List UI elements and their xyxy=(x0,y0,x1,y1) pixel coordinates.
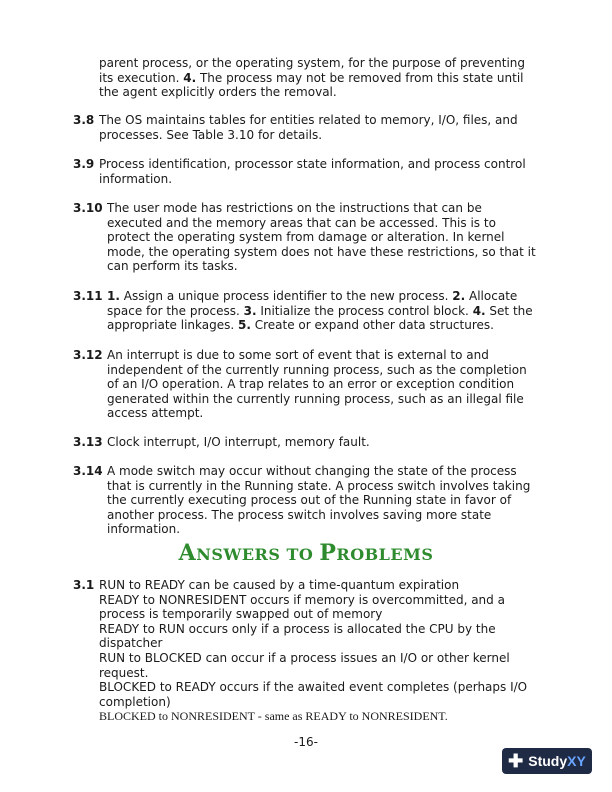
text-line: generated within the currently running process, such as an illegal file xyxy=(107,391,524,406)
text-line: parent process, or the operating system, for the purpose of preventing xyxy=(99,56,525,70)
text-line: The user mode has restrictions on the instructions that can be xyxy=(107,201,482,215)
bold-run: 3. xyxy=(243,303,257,318)
answer-3-10 xyxy=(107,201,552,274)
badge-text-accent: XY xyxy=(567,753,586,769)
text-run: Create or expand other data structures. xyxy=(250,318,494,333)
answer-number: 3.11 xyxy=(73,289,103,303)
text-run: Set the xyxy=(485,303,533,318)
text-run: Initialize the process control block. xyxy=(256,303,473,318)
text-run: Assign a unique process identifier to the new process. xyxy=(119,289,453,303)
bold-run: 4. xyxy=(472,303,486,318)
answer-number: 3.12 xyxy=(73,348,103,362)
text-run: Allocate xyxy=(465,289,518,303)
text-line: the agent explicitly orders the removal. xyxy=(99,85,337,100)
heading-smallcaps: ROBLEMS xyxy=(336,545,434,564)
text-line: executed and the memory areas that can be accessed. This is to xyxy=(107,215,496,230)
text-line: READY to NONRESIDENT occurs if memory is overcommitted, and a xyxy=(99,592,505,607)
text-line: mode, the operating system does not have these restrictions, so that it xyxy=(107,244,536,259)
text-line xyxy=(107,289,552,304)
intro-paragraph xyxy=(99,56,544,100)
section-heading xyxy=(0,540,612,566)
text-run: The process may not be removed from this state until xyxy=(196,70,524,85)
text-run: space for the process. xyxy=(107,303,244,318)
answer-number: 3.8 xyxy=(73,113,95,127)
answer-number: 3.13 xyxy=(73,435,103,449)
heading-cap: A xyxy=(178,540,197,566)
text-line: READY to RUN occurs only if a process is allocated the CPU by the xyxy=(99,621,496,636)
answer-number: 3.9 xyxy=(73,157,95,171)
text-line: request. xyxy=(99,665,149,680)
text-line: Clock interrupt, I/O interrupt, memory fault. xyxy=(107,435,370,449)
heading-cap: P xyxy=(319,540,337,566)
text-line: processes. See Table 3.10 for details. xyxy=(99,127,323,142)
text-run: its execution. xyxy=(99,70,184,85)
text-line xyxy=(107,304,552,319)
text-line: RUN to READY can be caused by a time-quantum expiration xyxy=(99,578,460,592)
text-line: completion) xyxy=(99,694,171,709)
text-line: BLOCKED to READY occurs if the awaited event completes (perhaps I/O xyxy=(99,680,528,695)
text-line: another process. The process switch involves saving more state xyxy=(107,507,492,522)
text-line: Process identification, processor state information, and process control xyxy=(99,157,526,171)
text-line: independent of the currently running process, such as the completion xyxy=(107,362,527,377)
answer-3-13 xyxy=(107,435,552,450)
answer-3-8 xyxy=(99,113,544,142)
plus-icon: ✚ xyxy=(508,751,524,771)
text-line: the currently executing process out of the Running state in favor of xyxy=(107,493,512,508)
text-line: of an I/O operation. A trap relates to an error or exception condition xyxy=(107,377,515,392)
text-line: dispatcher xyxy=(99,636,163,651)
badge-text: Study xyxy=(528,753,568,769)
text-line: can perform its tasks. xyxy=(107,259,238,274)
answer-3-14 xyxy=(107,464,552,537)
answer-3-9 xyxy=(99,157,544,186)
text-line: The OS maintains tables for entities related to memory, I/O, files, and xyxy=(99,113,518,127)
text-run: appropriate linkages. xyxy=(107,318,238,333)
text-line: BLOCKED to NONRESIDENT - same as READY to NONRESIDENT. xyxy=(99,709,448,724)
bold-run: 2. xyxy=(452,289,466,303)
text-line: access attempt. xyxy=(107,406,204,421)
bold-run: 5. xyxy=(238,318,251,333)
text-line: process is temporarily swapped out of memory xyxy=(99,607,383,622)
answer-number: 3.10 xyxy=(73,201,103,215)
answer-3-12 xyxy=(107,348,552,421)
text-line xyxy=(107,318,552,333)
text-line: information. xyxy=(107,522,181,537)
text-line: A mode switch may occur without changing the state of the process xyxy=(107,464,517,478)
studyxy-badge[interactable] xyxy=(502,748,592,774)
bold-run: 1. xyxy=(107,289,120,303)
bold-run: 4. xyxy=(183,70,197,85)
text-line: protect the operating system from damage or alteration. In kernel xyxy=(107,230,505,245)
problem-number: 3.1 xyxy=(73,578,95,592)
answer-number: 3.14 xyxy=(73,464,103,478)
text-line: information. xyxy=(99,171,173,186)
page-number: -16- xyxy=(294,735,318,749)
heading-smallcaps: NSWERS TO xyxy=(196,545,320,564)
text-line: An interrupt is due to some sort of event that is external to and xyxy=(107,348,489,362)
text-line: that is currently in the Running state. A process switch involves taking xyxy=(107,478,531,493)
answer-3-11 xyxy=(107,289,552,333)
text-line: RUN to BLOCKED can occur if a process issues an I/O or other kernel xyxy=(99,650,510,665)
text-line xyxy=(99,71,544,86)
problem-3-1 xyxy=(99,578,559,724)
